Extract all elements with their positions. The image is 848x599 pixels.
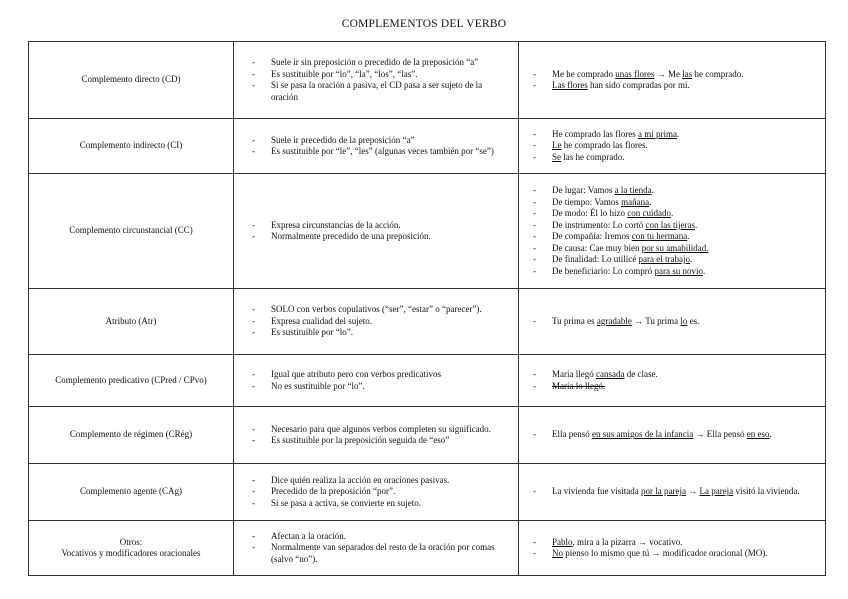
row-examples — [519, 174, 826, 289]
table-row — [29, 464, 826, 521]
list-item: - Si se pasa a activa, se convierte en sujeto. — [252, 497, 421, 508]
list-item: - Es sustituible por “le”, “les” (algunas veces también por “se”) — [252, 146, 494, 156]
example-item: - Se las he comprado. — [533, 151, 625, 162]
example-item: - Ella pensó en sus amigos de la infancia → Ella pensó en eso. — [533, 429, 772, 440]
row-examples — [519, 289, 826, 355]
example-item: - María llegó cansada de clase. — [533, 369, 658, 379]
list-item: - Suele ir precedido de la preposición “a” — [252, 134, 415, 145]
list-item: - Es sustituible por “lo”. — [252, 327, 353, 338]
example-item: - De instrumento: Lo cortó con las tijeras. — [533, 219, 698, 230]
list-item: - Dice quién realiza la acción en oraciones pasivas. — [252, 474, 450, 485]
list-item: - Si se pasa la oración a pasiva, el CD pasa a ser sujeto de la oración — [252, 80, 483, 102]
example-item: - Las flores han sido compradas por mí. — [533, 80, 690, 90]
row-description — [234, 119, 519, 174]
row-description — [234, 521, 519, 576]
example-item: - De beneficiario: Lo compró para su novio. — [533, 265, 706, 276]
table-row — [29, 42, 826, 119]
list-item: - No es sustituible por “lo”. — [252, 380, 365, 391]
row-name: Complemento predicativo (CPred / CPvo) — [29, 355, 234, 407]
row-description — [234, 407, 519, 464]
list-item: - SOLO con verbos copulativos (“ser”, “estar” o “parecer”). — [252, 304, 482, 315]
list-item: - Es sustituible por “lo”, “la”, “los”, “las”. — [252, 68, 418, 79]
row-name: Complemento circunstancial (CC) — [29, 174, 234, 289]
row-description — [234, 42, 519, 119]
table-row — [29, 355, 826, 407]
example-item: - He comprado las flores a mi prima. — [533, 128, 680, 139]
table-row — [29, 521, 826, 576]
list-item: - Es sustituible por la preposición seguida de “eso” — [252, 435, 450, 445]
example-item: - Tu prima es agradable → Tu prima lo es. — [533, 315, 700, 326]
table-row — [29, 289, 826, 355]
row-description — [234, 464, 519, 521]
complements-table — [28, 41, 826, 576]
row-name: Complemento directo (CD) — [29, 42, 234, 119]
example-item: - Me he comprado unas flores → Me las he comprado. — [533, 68, 744, 79]
example-item: - De compañía: Iremos con tu hermana. — [533, 231, 690, 241]
row-examples — [519, 119, 826, 174]
example-item: - De causa: Cae muy bien por su amabilidad. — [533, 242, 709, 253]
example-item: - Le he comprado las flores. — [533, 140, 648, 151]
row-examples — [519, 355, 826, 407]
row-description — [234, 355, 519, 407]
table-row — [29, 119, 826, 174]
table-row — [29, 407, 826, 464]
list-item: - Expresa cualidad del sujeto. — [252, 315, 372, 326]
row-description — [234, 174, 519, 289]
row-examples — [519, 42, 826, 119]
example-item: - De tiempo: Vamos mañana. — [533, 196, 652, 207]
list-item: - Normalmente van separados del resto de la oración por comas (salvo “no”). — [252, 542, 495, 564]
example-item: - No pienso lo mismo que tú → modificador oracional (MO). — [533, 548, 768, 558]
list-item: - Normalmente precedido de una preposición. — [252, 231, 431, 241]
list-item: - Expresa circunstancias de la acción. — [252, 219, 401, 230]
list-item: - Suele ir sin preposición o precedido de la preposición “a” — [252, 57, 479, 67]
page-title: COMPLEMENTOS DEL VERBO — [341, 18, 507, 30]
list-item: - Igual que atributo pero con verbos predicativos — [252, 369, 441, 379]
row-name: Complemento agente (CAg) — [29, 464, 234, 521]
list-item: - Afectan a la oración. — [252, 530, 346, 541]
list-item: - Necesario para que algunos verbos completen su significado. — [252, 423, 491, 434]
example-item: - De modo: Él lo hizo con cuidado. — [533, 208, 674, 218]
example-item: - Pablo, mira a la pizarra → vocativo. — [533, 536, 683, 547]
row-examples — [519, 464, 826, 521]
row-name: Atributo (Atr) — [29, 289, 234, 355]
example-item: - De lugar: Vamos a la tienda. — [533, 185, 654, 195]
row-name: Otros: Vocativos y modificadores oracionales — [29, 521, 234, 576]
example-item: - De finalidad: Lo utilicé para el trabajo. — [533, 254, 693, 264]
example-item: - La vivienda fue visitada por la pareja → La pareja visitó la vivienda. — [533, 486, 800, 497]
row-name: Complemento de régimen (CRég) — [29, 407, 234, 464]
row-name: Complemento indirecto (CI) — [29, 119, 234, 174]
example-item: - María lo llegó. — [533, 380, 606, 391]
row-description — [234, 289, 519, 355]
list-item: - Precedido de la preposición “por”. — [252, 486, 396, 497]
row-examples — [519, 407, 826, 464]
row-examples — [519, 521, 826, 576]
table-row — [29, 174, 826, 289]
